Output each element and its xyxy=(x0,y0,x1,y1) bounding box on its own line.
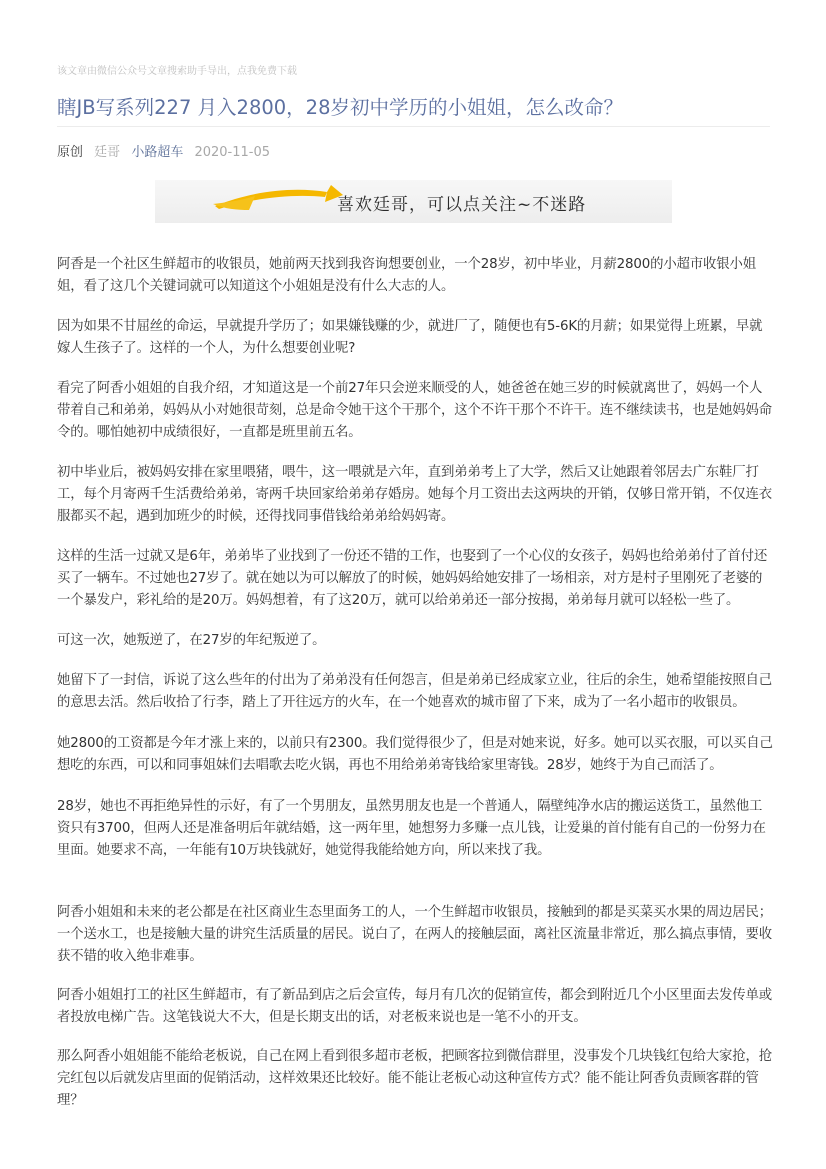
paragraph: 她留下了一封信，诉说了这么些年的付出为了弟弟没有任何怨言，但是弟弟已经成家立业，往后的余生，她希望能按照自己的意思去活。然后收拾了行李，踏上了开往远方的火车，在一个她喜欢的城市留了下来，成为了一名小超市的收银员。 xyxy=(57,673,772,710)
paragraph: 她2800的工资都是今年才涨上来的，以前只有2300。我们觉得很少了，但是对她来说，好多。她可以买衣服，可以买自己想吃的东西，可以和同事姐妹们去唱歌去吃火锅，再也不用给弟弟寄钱给家里寄钱。28岁，她终于为自己而活了。 xyxy=(57,736,773,773)
paragraph: 那么阿香小姐姐能不能给老板说，自己在网上看到很多超市老板，把顾客拉到微信群里，没事发个几块钱红包给大家抢，抢完红包以后就发店里面的促销活动，这样效果还比较好。能不能让老板心动这种宣传方式？能不能让阿香负责顾客群的管理？ xyxy=(57,1049,772,1108)
paragraph: 看完了阿香小姐姐的自我介绍，才知道这是一个前27年只会逆来顺受的人，她爸爸在她三岁的时候就离世了，妈妈一个人带着自己和弟弟，妈妈从小对她很苛刻，总是命令她干这个干那个，这个不许干那个不许干。连不继续读书，也是她妈妈命令的。哪怕她初中成绩很好，一直都是班里前五名。 xyxy=(57,381,772,440)
export-notice-link[interactable]: 该文章由微信公众号文章搜索助手导出，点我免费下载 xyxy=(57,66,297,77)
paragraph: 28岁，她也不再拒绝异性的示好，有了一个男朋友，虽然男朋友也是一个普通人，隔壁纯净水店的搬运送货工，虽然他工资只有3700，但两人还是准备明后年就结婚，这一两年里，她想努力多赚一点儿钱，让爱巢的首付能有自己的一份努力在里面。她要求不高，一年能有10万块钱就好，她觉得我能给她方向，所以来找了我。 xyxy=(57,799,766,858)
paragraph: 阿香小姐姐和未来的老公都是在社区商业生态里面务工的人，一个生鲜超市收银员，接触到的都是买菜买水果的周边居民；一个送水工，也是接触大量的讲究生活质量的居民。说白了，在两人的接触层面，离社区流量非常近，那么搞点事情，要收获不错的收入绝非难事。 xyxy=(57,905,772,964)
paragraph: 阿香小姐姐打工的社区生鲜超市，有了新品到店之后会宣传，每月有几次的促销宣传，都会到附近几个小区里面去发传单或者投放电梯广告。这笔钱说大不大，但是长期支出的话，对老板来说也是一笔不小的开支。 xyxy=(57,988,772,1025)
original-label: 原创 xyxy=(57,145,84,160)
title-divider xyxy=(57,126,770,127)
paragraph: 初中毕业后，被妈妈安排在家里喂猪，喂牛，这一喂就是六年，直到弟弟考上了大学，然后又让她跟着邻居去广东鞋厂打工，每个月寄两千生活费给弟弟，寄两千块回家给弟弟存婚房。她每个月工资出去这两块的开销，仅够日常开销，不仅连衣服都买不起，遇到加班少的时候，还得找同事借钱给弟弟给妈妈寄。 xyxy=(57,465,772,524)
account-link[interactable]: 小路超车 xyxy=(131,145,184,160)
paragraph: 因为如果不甘屈丝的命运，早就提升学历了；如果嫌钱赚的少，就进厂了，随便也有5-6K的月薪；如果觉得上班累，早就嫁人生孩子了。这样的一个人，为什么想要创业呢? xyxy=(57,319,763,356)
author-name: 廷哥 xyxy=(94,145,121,160)
paragraph: 可这一次，她叛逆了，在27岁的年纪叛逆了。 xyxy=(57,633,326,648)
follow-banner xyxy=(155,180,672,223)
paragraph: 阿香是一个社区生鲜超市的收银员，她前两天找到我咨询想要创业，一个28岁，初中毕业，月薪2800的小超市收银小姐姐，看了这几个关键词就可以知道这个小姐姐是没有什么大志的人。 xyxy=(57,257,757,294)
article-title: 瞎JB写系列227 月入2800，28岁初中学历的小姐姐，怎么改命？ xyxy=(57,96,623,119)
paragraph: 这样的生活一过就又是6年，弟弟毕了业找到了一份还不错的工作，也娶到了一个心仪的女孩子，妈妈也给弟弟付了首付还买了一辆车。不过她也27岁了。就在她以为可以解放了的时候，她妈妈给她安排了一场相亲，对方是村子里刚死了老婆的一个暴发户，彩礼给的是20万。妈妈想着，有了这20万，就可以给弟弟还一部分按揭，弟弟每月就可以轻松一些了。 xyxy=(57,549,768,608)
follow-banner-text: 喜欢廷哥，可以点关注~不迷路 xyxy=(337,195,587,215)
article-meta xyxy=(57,141,277,160)
publish-date: 2020-11-05 xyxy=(194,145,271,160)
